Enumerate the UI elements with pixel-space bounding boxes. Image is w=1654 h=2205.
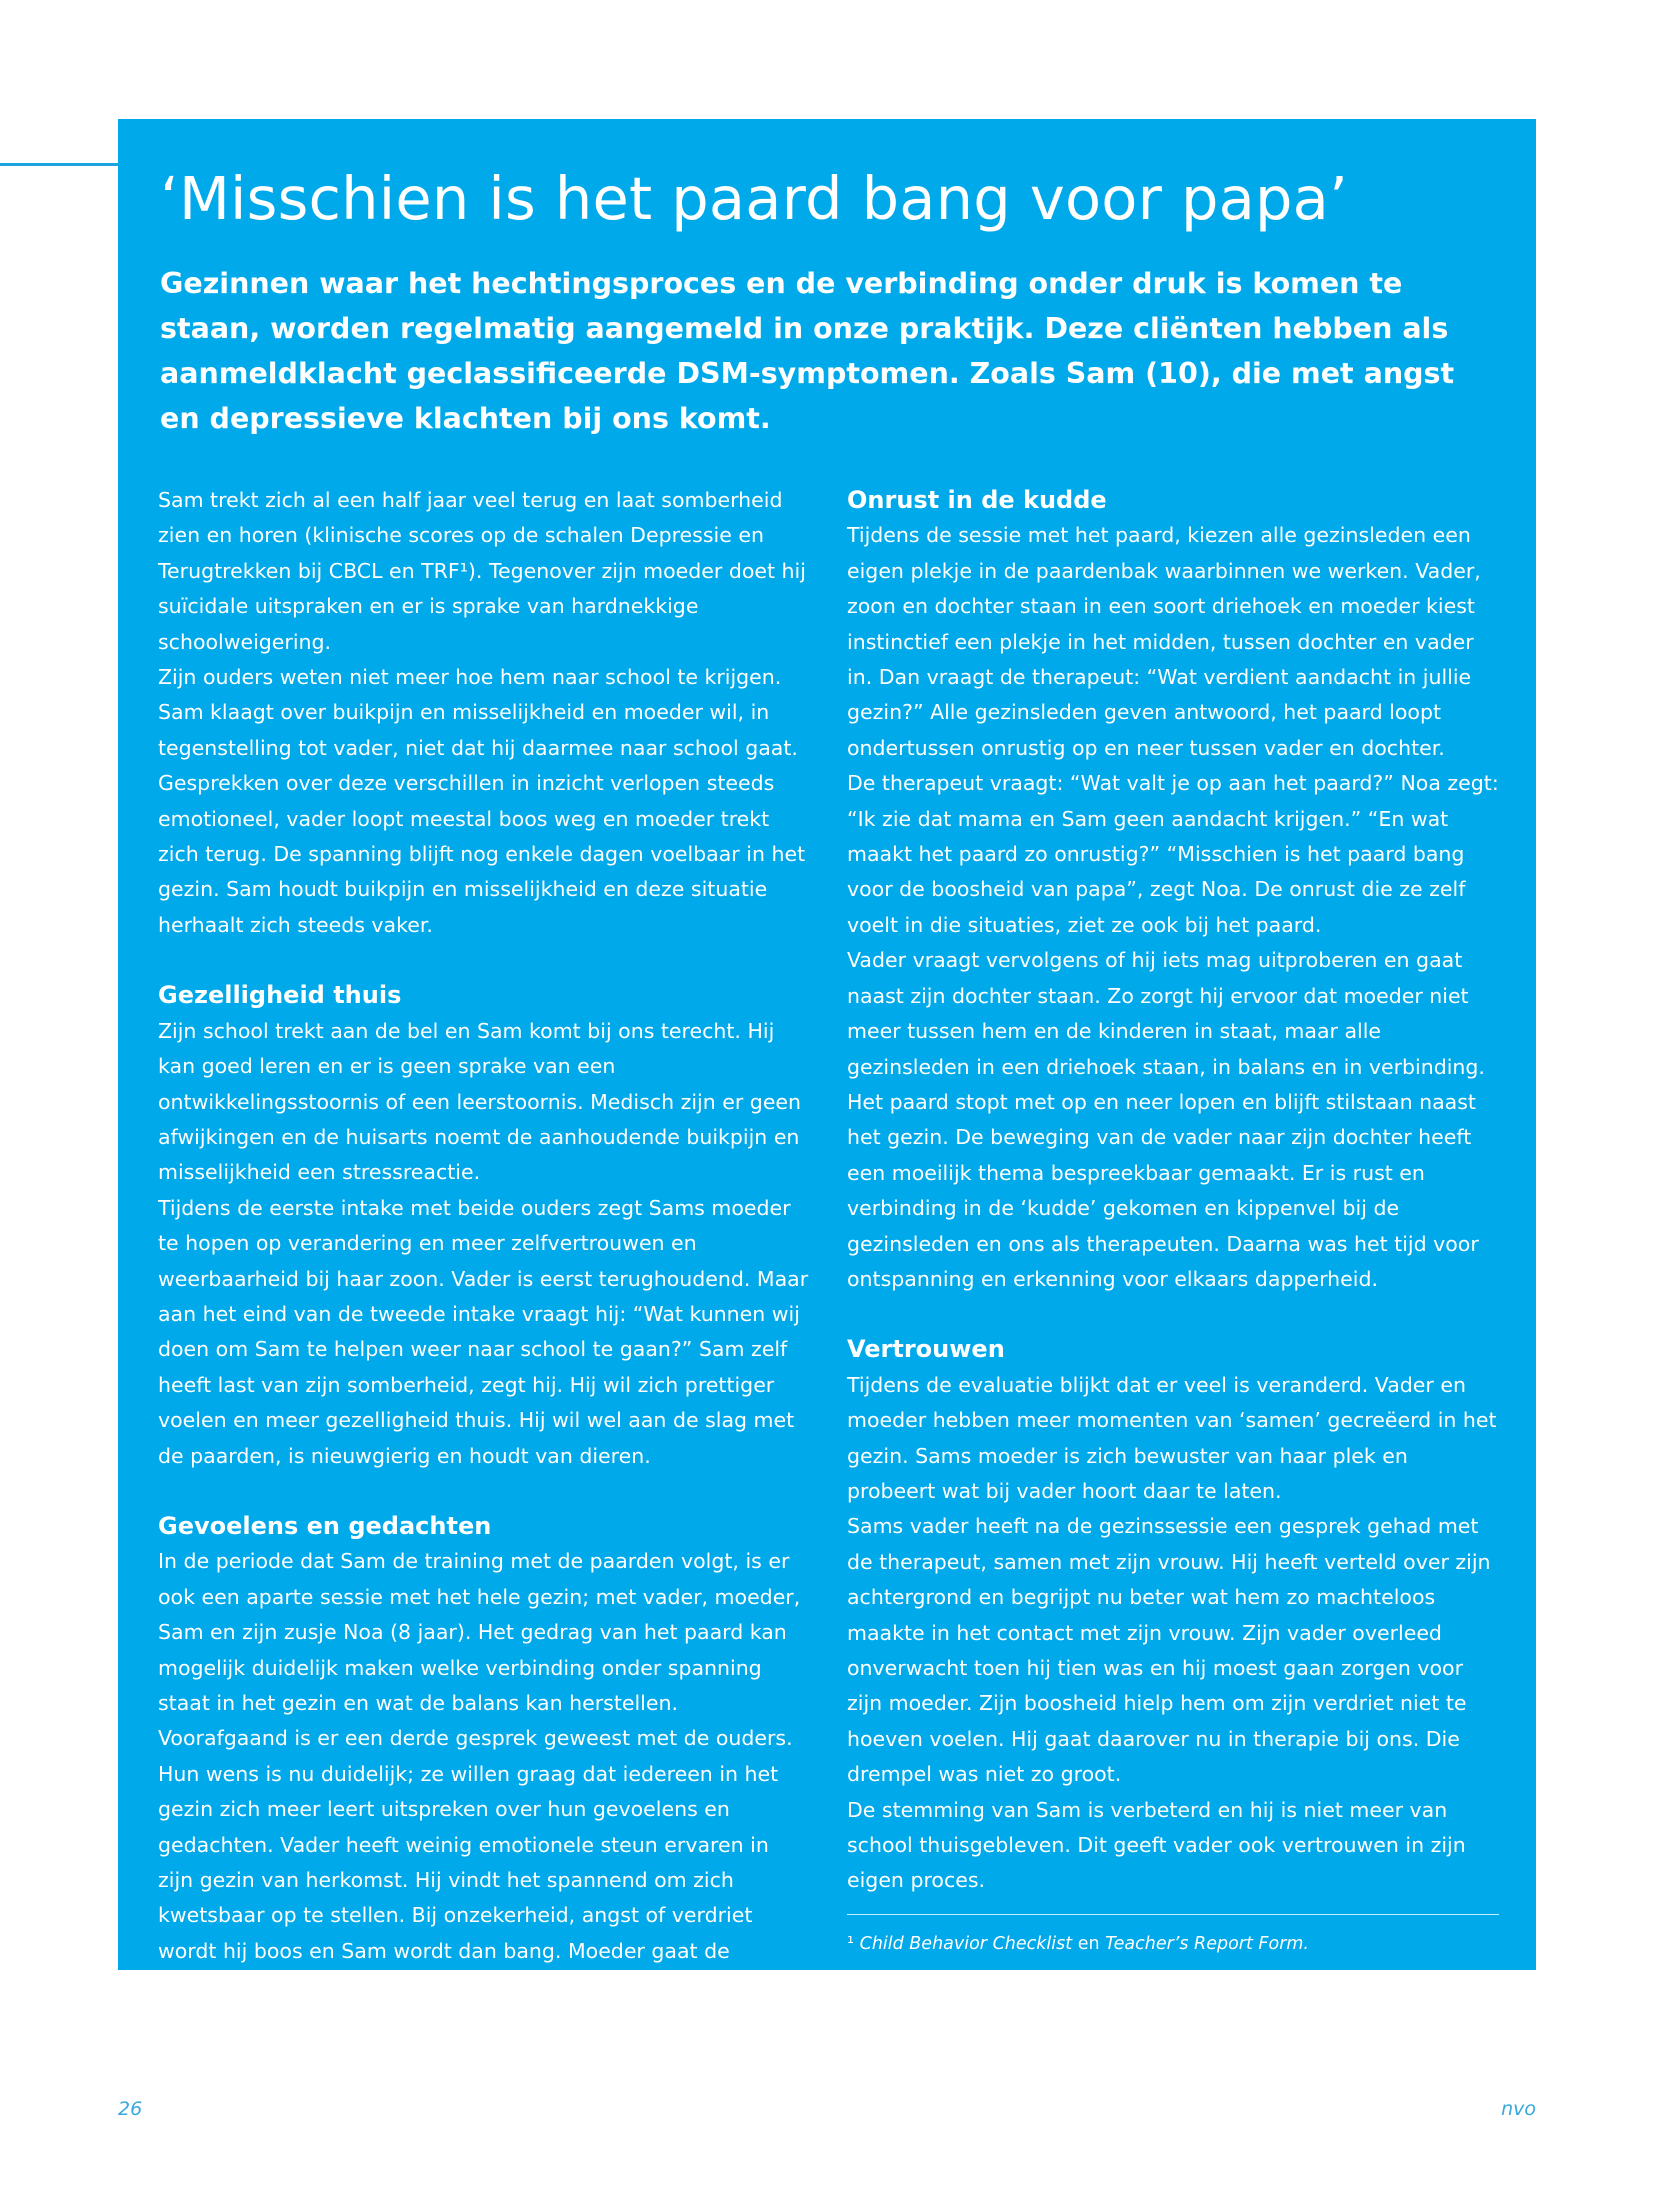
footnote-marker: ¹ bbox=[847, 1933, 855, 1954]
footer-brand: nvo bbox=[1501, 2098, 1536, 2120]
paragraph: Tijdens de eerste intake met beide ouders zegt Sams moeder te hopen op verandering en meer zelfvertrouwen en weerbaarheid bij haar zoon. Vader is eerst terughoudend. Maar aan het eind van de tweede intake vraagt hij: “Wat kunnen wij doen om Sam te helpen weer naar school te gaan?” Sam zelf heeft last van zijn somberheid, zegt hij. Hij wil zich prettiger voelen en meer gezelligheid thuis. Hij wil wel aan de slag met de paarden, is nieuwgierig en houdt van dieren. bbox=[158, 1195, 809, 1468]
paragraph: De therapeut vraagt: “Wat valt je op aan het paard?” Noa zegt: “Ik zie dat mama en Sam geen aandacht krijgen.” “En wat maakt het paard zo onrustig?” “Misschien is het paard bang voor de boosheid van papa”, zegt Noa. De onrust die ze zelf voelt in die situaties, ziet ze ook bij het paard. bbox=[847, 771, 1499, 937]
article-panel bbox=[118, 119, 1536, 1999]
right-column bbox=[847, 483, 1499, 1998]
paragraph: Vader vraagt vervolgens of hij iets mag uitproberen en gaat naast zijn dochter staan. Zo zorgt hij ervoor dat moeder niet meer tussen hem en de kinderen in staat, maar alle gezinsleden in een driehoek staan, in balans en in verbinding. Het paard stopt met op en neer lopen en blijft stilstaan naast het gezin. De beweging van de vader naar zijn dochter heeft een moeilijk thema bespreekbaar gemaakt. Er is rust en verbinding in de ‘kudde’ gekomen en kippenvel bij de gezinsleden en ons als therapeuten. Daarna was het tijd voor ontspanning en erkenning voor elkaars dapperheid. bbox=[847, 948, 1485, 1291]
article-lead: Gezinnen waar het hechtingsproces en de verbinding onder druk is komen te staan, worden regelmatig aangemeld in onze praktijk. Deze cliënten hebben als aanmeldklacht geclassificeerde DSM-symptomen. Zoals Sam (10), die met angst en depressieve klachten bij ons komt. bbox=[160, 267, 1455, 435]
page-number: 26 bbox=[118, 2098, 143, 2120]
footnote-1-part-b: Teacher’s Report Form. bbox=[1105, 1933, 1309, 1954]
footnote-divider bbox=[847, 1914, 1499, 1915]
section-heading-onrust: Onrust in de kudde bbox=[847, 486, 1107, 514]
paragraph: In de periode dat Sam de training met de paarden volgt, is er ook een aparte sessie met het hele gezin; met vader, moeder, Sam en zijn zusje Noa (8 jaar). Het gedrag van het paard kan mogelijk duidelijk maken welke verbinding onder spanning staat in het gezin en wat de balans kan herstellen. bbox=[158, 1549, 801, 1715]
paragraph: Voorafgaand is er een derde gesprek geweest met de ouders. Hun wens is nu duidelijk; ze willen graag dat iedereen in het gezin zich meer leert uitspreken over hun gevoelens en gedachten. Vader heeft weinig emotionele steun ervaren in zijn gezin van herkomst. Hij vindt het spannend om zich kwetsbaar op te stellen. Bij onzekerheid, angst of verdriet wordt hij boos en Sam wordt dan bang. Moeder gaat de kinderen vervolgens beschermen. bbox=[158, 1726, 793, 1999]
footnote-2: * De namen in deze casus zijn gefingeerd. bbox=[847, 1969, 1218, 1990]
section-heading-gezelligheid: Gezelligheid thuis bbox=[158, 981, 402, 1010]
paragraph: De stemming van Sam is verbeterd en hij is niet meer van school thuisgebleven. Dit geeft vader ook vertrouwen in zijn eigen proces. bbox=[847, 1797, 1466, 1893]
footnote-1-part-a: Child Behavior Checklist bbox=[859, 1933, 1073, 1954]
paragraph: Tijdens de evaluatie blijkt dat er veel is veranderd. Vader en moeder hebben meer momenten van ‘samen’ gecreëerd in het gezin. Sams moeder is zich bewuster van haar plek en probeert wat bij vader hoort daar te laten. bbox=[847, 1372, 1497, 1503]
left-column bbox=[158, 483, 810, 2005]
paragraph: Sam trekt zich al een half jaar veel terug en laat somberheid zien en horen (klinische scores op de schalen Depressie en Terugtrekken bij CBCL en TRF¹). Tegenover zijn moeder doet hij suïcidale uitspraken en er is sprake van hardnekkige schoolweigering. bbox=[158, 488, 806, 654]
section-heading-vertrouwen: Vertrouwen bbox=[847, 1335, 1005, 1364]
paragraph: Zijn school trekt aan de bel en Sam komt bij ons terecht. Hij kan goed leren en er is geen sprake van een ontwikkelingsstoornis of een leerstoornis. Medisch zijn er geen afwijkingen en de huisarts noemt de aanhoudende buikpijn en misselijkheid een stressreactie. bbox=[158, 1018, 802, 1185]
article-title: ‘Misschien is het paard bang voor papa’ bbox=[160, 164, 1348, 233]
paragraph: Sams vader heeft na de gezinssessie een gesprek gehad met de therapeut, samen met zijn vrouw. Hij heeft verteld over zijn achtergrond en begrijpt nu beter wat hem zo machteloos maakte in het contact met zijn vrouw. Zijn vader overleed onverwacht toen hij tien was en hij moest gaan zorgen voor zijn moeder. Zijn boosheid hielp hem om zijn verdriet niet te hoeven voelen. Hij gaat daarover nu in therapie bij ons. Die drempel was niet zo groot. bbox=[847, 1514, 1491, 1787]
section-heading-gevoelens: Gevoelens en gedachten bbox=[158, 1511, 492, 1540]
paragraph: Zijn ouders weten niet meer hoe hem naar school te krijgen. Sam klaagt over buikpijn en misselijkheid en moeder wil, in tegenstelling tot vader, niet dat hij daarmee naar school gaat. Gesprekken over deze verschillen in inzicht verlopen steeds emotioneel, vader loopt meestal boos weg en moeder trekt zich terug. De spanning blijft nog enkele dagen voelbaar in het gezin. Sam houdt buikpijn en misselijkheid en deze situatie herhaalt zich steeds vaker. bbox=[158, 665, 806, 937]
paragraph: Tijdens de sessie met het paard, kiezen alle gezinsleden een eigen plekje in de paardenbak waarbinnen we werken. Vader, zoon en dochter staan in een soort driehoek en moeder kiest instinctief een plekje in het midden, tussen dochter en vader in. Dan vraagt de therapeut: “Wat verdient aandacht in jullie gezin?” Alle gezinsleden geven antwoord, het paard loopt ondertussen onrustig op en neer tussen vader en dochter. bbox=[847, 523, 1481, 760]
footnote-1-conjunction: en bbox=[1077, 1933, 1100, 1954]
accent-rule bbox=[0, 163, 118, 166]
footnote-1 bbox=[847, 1927, 1499, 1962]
